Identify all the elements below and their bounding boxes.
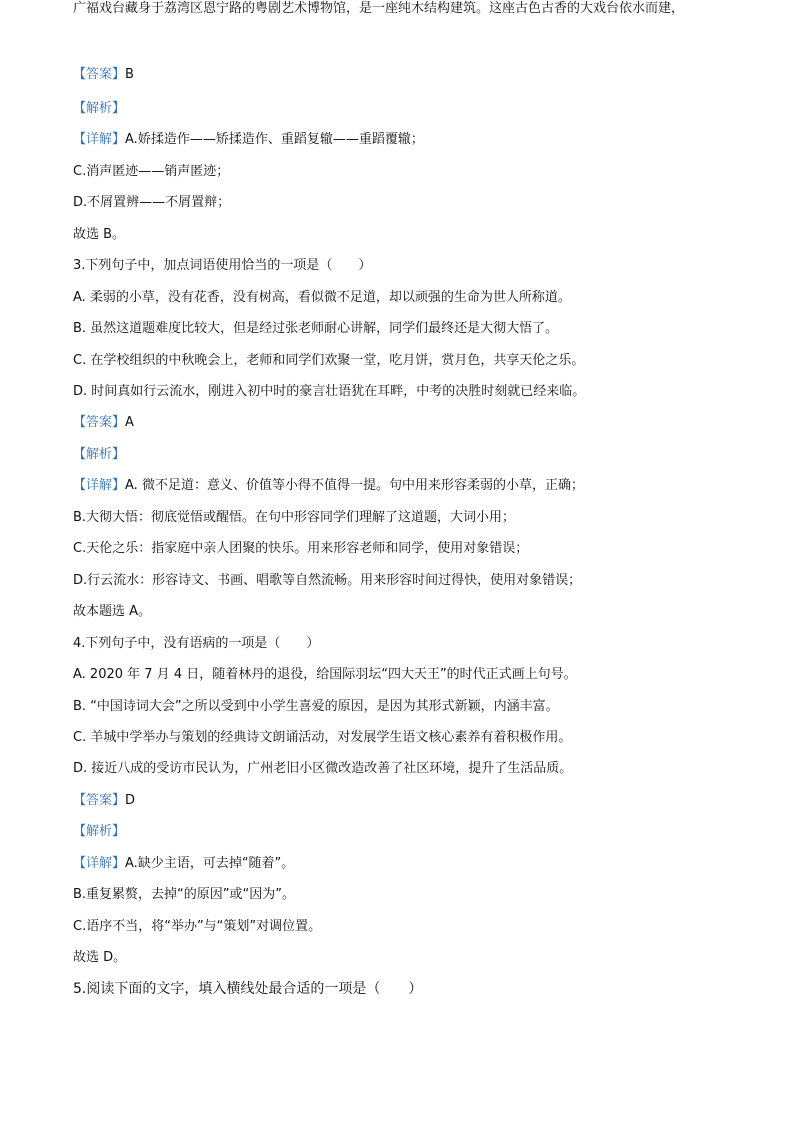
line-text: B.重复累赘，去掉“的原因”或“因为”。	[73, 887, 295, 902]
section-tag: 【答案】	[73, 415, 126, 430]
text-line	[73, 760, 572, 778]
section-tag: 【答案】	[73, 793, 126, 808]
line-text: D	[125, 793, 136, 808]
section-tag: 【解析】	[73, 101, 126, 116]
line-text: C. 在学校组织的中秋晚会上，老师和同学们欢聚一堂，吃月饼，赏月色，共享天伦之乐。	[73, 353, 585, 368]
text-line	[73, 949, 126, 967]
line-text: C.语序不当，将“举办”与“策划”对调位置。	[73, 919, 322, 934]
section-tag: 【详解】	[73, 132, 126, 147]
line-text: D.行云流水：形容诗文、书画、唱歌等自然流畅。用来形容时间过得快，使用对象错误；	[73, 573, 582, 588]
line-text: B.大彻大悟：彻底觉悟或醒悟。在句中形容同学们理解了这道题，大词小用；	[73, 510, 516, 525]
section-tag: 【详解】	[73, 856, 126, 871]
line-text: A. 微不足道：意义、价值等小得不值得一提。句中用来形容柔弱的小草，正确；	[125, 478, 584, 493]
text-line	[73, 320, 558, 338]
text-line	[73, 855, 294, 873]
line-text: 故选 D。	[73, 950, 127, 965]
text-line	[73, 477, 584, 495]
text-line	[73, 289, 571, 307]
text-line	[73, 635, 319, 653]
text-line	[73, 886, 295, 904]
text-line	[73, 572, 581, 590]
line-text: B. “中国诗词大会”之所以受到中小学生喜爱的原因，是因为其形式新颖，内涵丰富。	[73, 699, 559, 714]
text-line	[73, 163, 229, 181]
text-line	[73, 66, 134, 84]
section-tag: 【详解】	[73, 478, 126, 493]
section-tag: 【解析】	[73, 824, 126, 839]
text-line	[73, 446, 125, 464]
text-line	[73, 918, 321, 936]
text-line	[73, 792, 135, 810]
line-text: A.缺少主语，可去掉“随着”。	[125, 856, 295, 871]
text-line	[73, 698, 559, 716]
line-text: D. 接近八成的受访市民认为，广州老旧小区微改造改善了社区环境，提升了生活品质。	[73, 761, 573, 776]
text-line	[73, 0, 684, 18]
text-line	[73, 540, 528, 558]
text-line	[73, 823, 125, 841]
line-text: A. 2020 年 7 月 4 日，随着林丹的退役，给国际羽坛“四大天王”的时代正式画上句号。	[73, 667, 577, 682]
line-text: A.娇揉造作——矫揉造作、重蹈复辙——重蹈覆辙；	[125, 132, 424, 147]
text-line	[73, 509, 515, 527]
line-text: C. 羊城中学举办与策划的经典诗文朗诵活动，对发展学生语文核心素养有着积极作用。	[73, 730, 572, 745]
text-line	[73, 729, 571, 747]
section-tag: 【答案】	[73, 67, 126, 82]
text-line	[73, 194, 230, 212]
line-text: 5.阅读下面的文字，填入横线处最合适的一项是（ ）	[73, 981, 423, 997]
line-text: C.消声匿迹——销声匿迹；	[73, 164, 230, 179]
text-line	[73, 414, 134, 432]
line-text: A. 柔弱的小草，没有花香，没有树高，看似微不足道，却以顽强的生命为世人所称道。	[73, 290, 571, 305]
text-line	[73, 226, 125, 244]
text-line	[73, 603, 151, 621]
text-line	[73, 257, 371, 275]
line-text: 故本题选 A。	[73, 604, 152, 619]
line-text: D.不屑置辨——不屑置辩；	[73, 195, 231, 210]
line-text: D. 时间真如行云流水，刚进入初中时的豪言壮语犹在耳畔，中考的决胜时刻就已经来临。	[73, 384, 586, 399]
text-line	[73, 980, 422, 998]
section-tag: 【解析】	[73, 447, 126, 462]
text-line	[73, 100, 125, 118]
text-line	[73, 666, 577, 684]
line-text: 广福戏台藏身于荔湾区恩宁路的粤剧艺术博物馆，是一座纯木结构建筑。这座古色古香的大戏台依水而建，	[73, 1, 685, 16]
line-text: B	[125, 67, 134, 82]
text-line	[73, 383, 585, 401]
line-text: C.天伦之乐：指家庭中亲人团聚的快乐。用来形容老师和同学，使用对象错误；	[73, 541, 529, 556]
line-text: 故选 B。	[73, 227, 126, 242]
text-line	[73, 352, 584, 370]
line-text: B. 虽然这道题难度比较大，但是经过张老师耐心讲解，同学们最终还是大彻大悟了。	[73, 321, 559, 336]
line-text: A	[125, 415, 134, 430]
text-line	[73, 131, 424, 149]
line-text: 4.下列句子中，没有语病的一项是（ ）	[73, 636, 320, 651]
line-text: 3.下列句子中，加点词语使用恰当的一项是（ ）	[73, 258, 372, 273]
